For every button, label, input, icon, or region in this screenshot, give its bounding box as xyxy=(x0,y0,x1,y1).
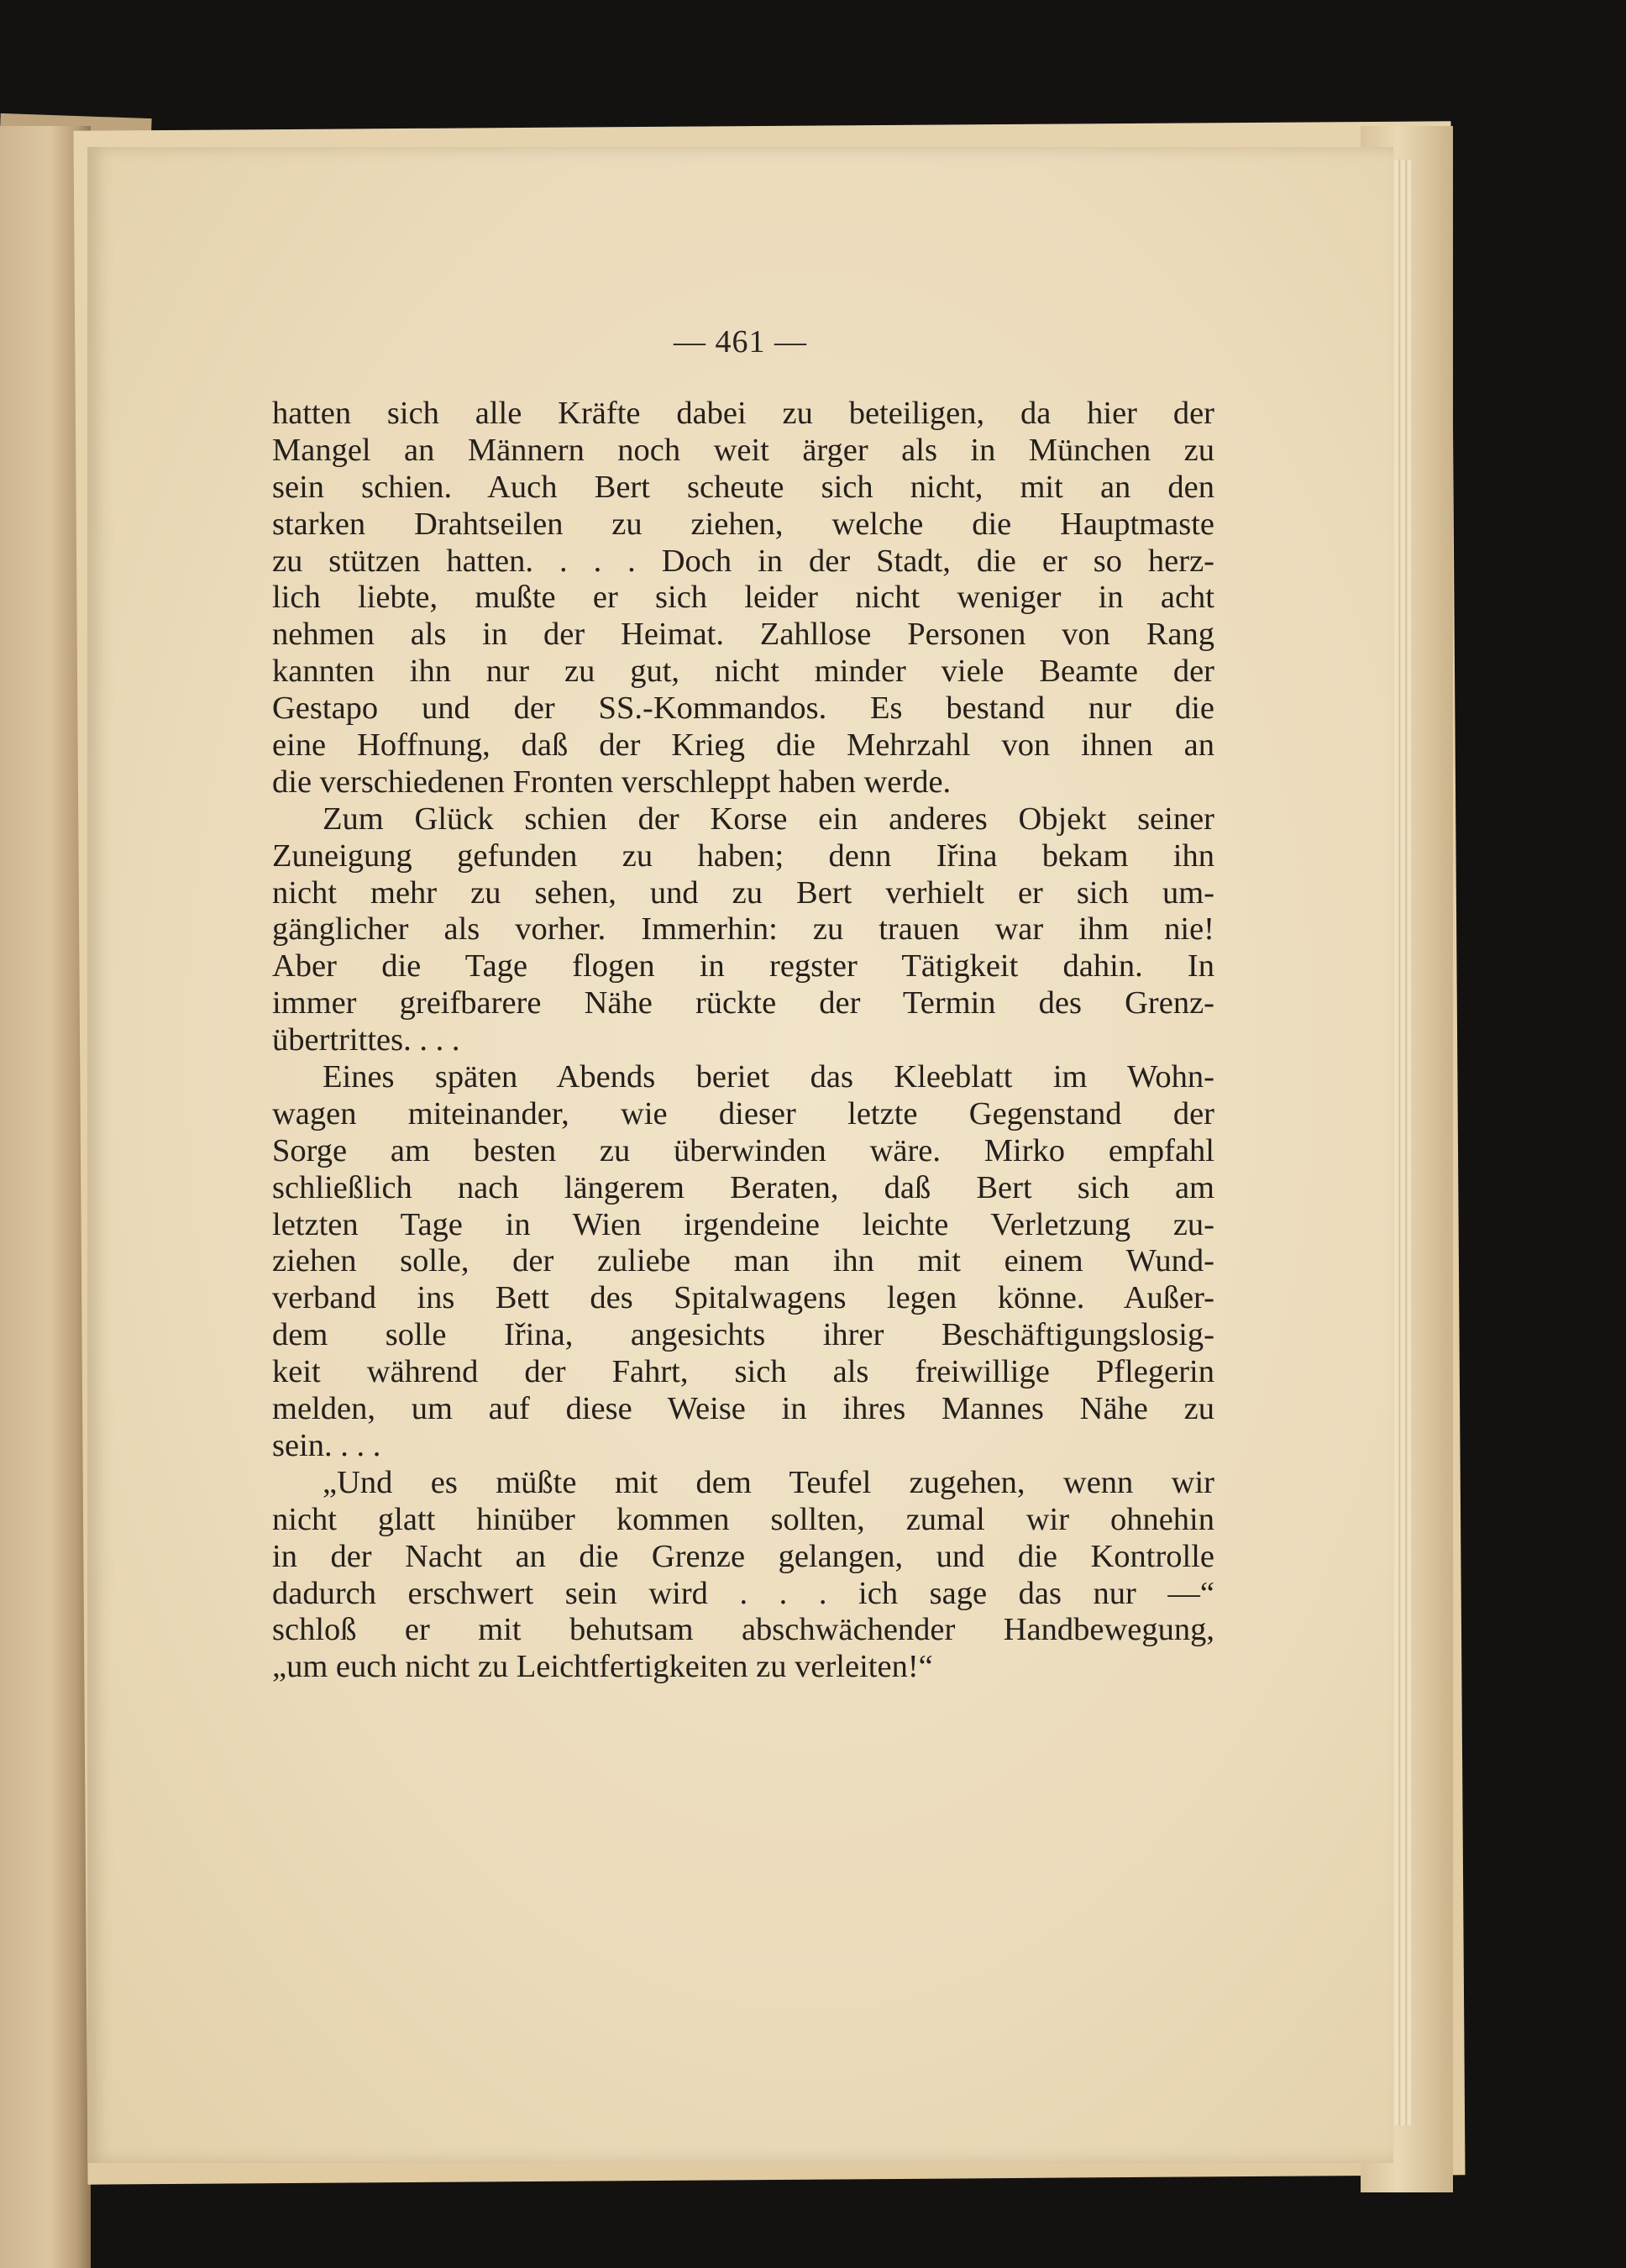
text-line: dadurch erschwert sein wird . . . ich sage das nur —“ xyxy=(272,1575,1214,1611)
text-line: melden, um auf diese Weise in ihres Mannes Nähe zu xyxy=(272,1391,1214,1427)
text-line: lich liebte, mußte er sich leider nicht weniger in acht xyxy=(272,580,1214,616)
text-line: Gestapo und der SS.-Kommandos. Es bestand nur die xyxy=(272,690,1214,727)
text-line: ziehen solle, der zuliebe man ihn mit einem Wund- xyxy=(272,1243,1214,1279)
text-line: Aber die Tage flogen in regster Tätigkeit dahin. In xyxy=(272,948,1214,984)
text-line: in der Nacht an die Grenze gelangen, und die Kontrolle xyxy=(272,1538,1214,1574)
page-number: — 461 — xyxy=(674,324,807,360)
text-line: „um euch nicht zu Leichtfertigkeiten zu verleiten!“ xyxy=(272,1649,933,1685)
text-line: Zum Glück schien der Korse ein anderes Objekt seiner xyxy=(323,801,1214,837)
text-line: die verschiedenen Fronten verschleppt haben werde. xyxy=(272,764,952,800)
text-line: Eines späten Abends beriet das Kleeblatt im Wohn- xyxy=(323,1059,1214,1095)
body-text xyxy=(272,396,1214,1686)
text-line: gänglicher als vorher. Immerhin: zu trauen war ihm nie! xyxy=(272,911,1214,948)
text-line: schließlich nach längerem Beraten, daß Bert sich am xyxy=(272,1169,1214,1205)
text-line: zu stützen hatten. . . . Doch in der Stadt, die er so herz- xyxy=(272,543,1214,579)
text-line: immer greifbarere Nähe rückte der Termin des Grenz- xyxy=(272,985,1214,1021)
text-line: schloß er mit behutsam abschwächender Handbewegung, xyxy=(272,1612,1214,1648)
text-line: nehmen als in der Heimat. Zahllose Personen von Rang xyxy=(272,617,1214,653)
text-line: verband ins Bett des Spitalwagens legen könne. Außer- xyxy=(272,1280,1214,1316)
text-line: sein. . . . xyxy=(272,1427,381,1463)
text-line: letzten Tage in Wien irgendeine leichte Verletzung zu- xyxy=(272,1206,1214,1242)
text-line: übertrittes. . . . xyxy=(272,1022,460,1058)
text-line: Mangel an Männern noch weit ärger als in München zu xyxy=(272,432,1214,468)
text-line: nicht mehr zu sehen, und zu Bert verhielt er sich um- xyxy=(272,874,1214,911)
text-line: Sorge am besten zu überwinden wäre. Mirko empfahl xyxy=(272,1132,1214,1168)
text-line: hatten sich alle Kräfte dabei zu beteiligen, da hier der xyxy=(272,396,1214,431)
text-line: wagen miteinander, wie dieser letzte Gegenstand der xyxy=(272,1095,1214,1131)
text-line: dem solle Iřina, angesichts ihrer Beschäftigungslosig- xyxy=(272,1317,1214,1353)
text-line: keit während der Fahrt, sich als freiwillige Pflegerin xyxy=(272,1354,1214,1390)
book-page xyxy=(87,147,1393,2163)
text-line: „Und es müßte mit dem Teufel zugehen, wenn wir xyxy=(323,1464,1214,1500)
text-line: kannten ihn nur zu gut, nicht minder viele Beamte der xyxy=(272,654,1214,690)
text-line: starken Drahtseilen zu ziehen, welche die Hauptmaste xyxy=(272,506,1214,542)
text-line: eine Hoffnung, daß der Krieg die Mehrzahl von ihnen an xyxy=(272,727,1214,764)
text-line: nicht glatt hinüber kommen sollten, zumal wir ohnehin xyxy=(272,1501,1214,1537)
text-line: sein schien. Auch Bert scheute sich nicht, mit an den xyxy=(272,469,1214,505)
text-line: Zuneigung gefunden zu haben; denn Iřina bekam ihn xyxy=(272,837,1214,874)
